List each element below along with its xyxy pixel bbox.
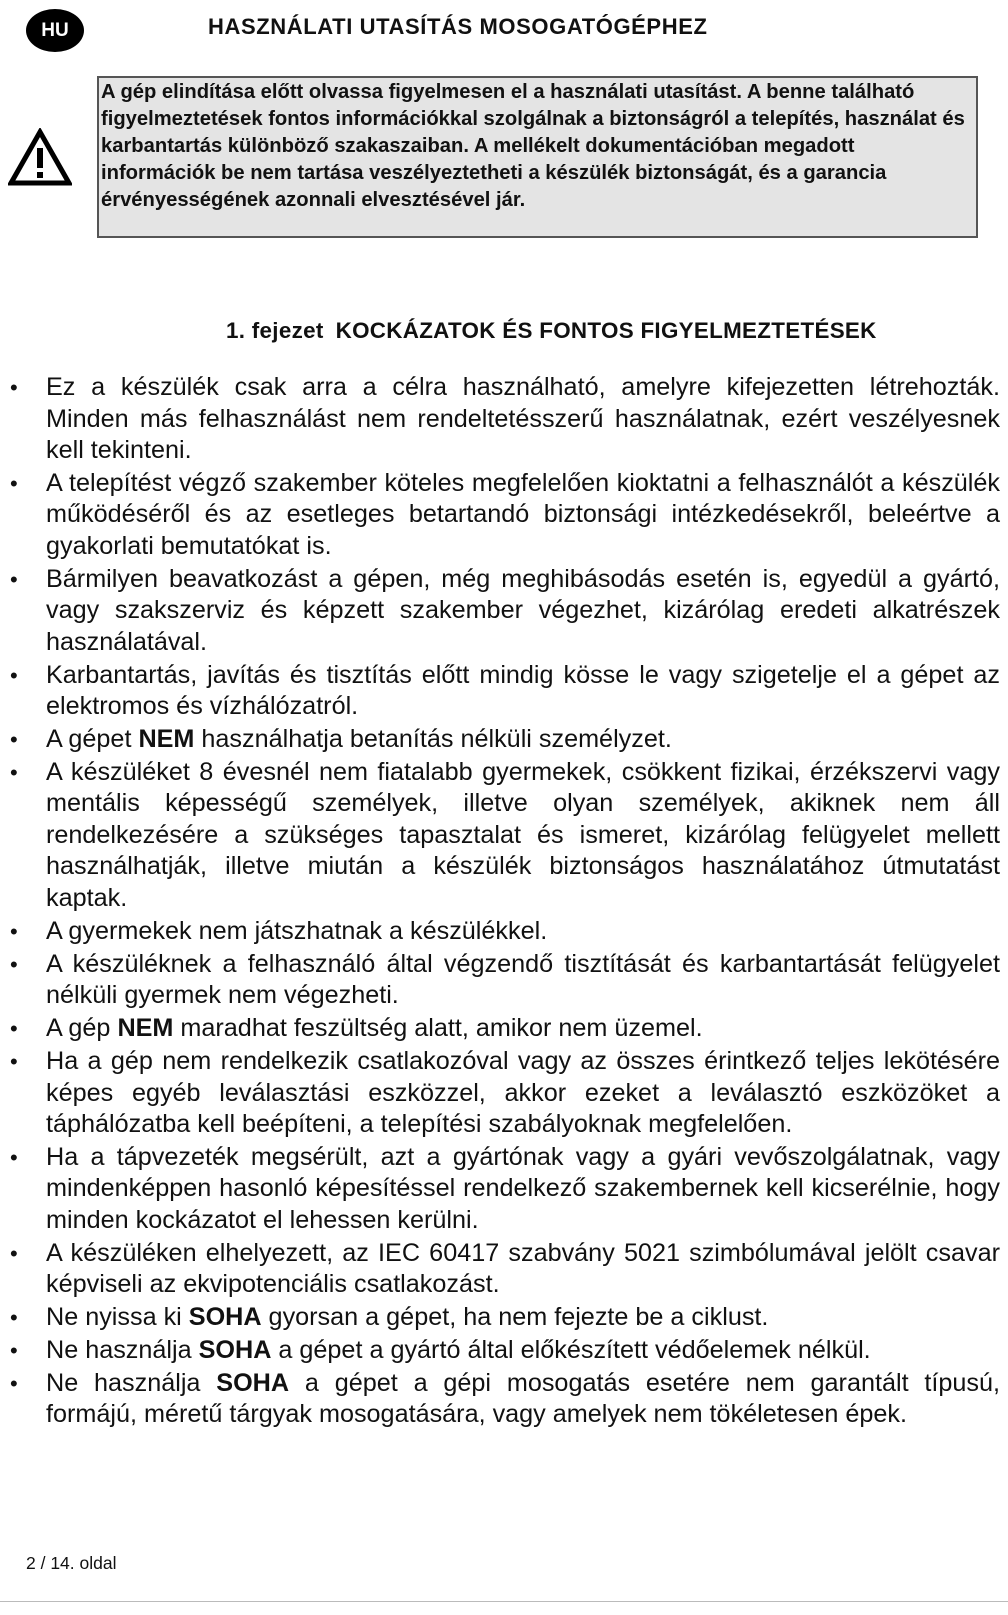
document-title: HASZNÁLATI UTASÍTÁS MOSOGATÓGÉPHEZ [208, 14, 708, 39]
list-item-text [46, 1142, 1000, 1237]
list-item [0, 564, 1000, 659]
emphasis-text: SOHA [198, 1336, 272, 1365]
list-item [0, 1046, 1000, 1141]
item-text-rest: a gépet a gyártó által előkészített védőelemek nélkül. [271, 1336, 871, 1365]
list-item [0, 916, 1000, 948]
list-item [0, 949, 1000, 1012]
bullet-icon: • [10, 375, 18, 400]
item-text: A telepítést végző szakember köteles megfelelően kioktatni a felhasználót a készülék működéséről és az esetleges betartandó biztonsági intézkedésekről, beleértve a gyakorlati bemutatókat is. [46, 468, 1000, 560]
bullet-icon: • [10, 1049, 18, 1075]
item-text: A gépet [46, 725, 139, 754]
list-item-text [46, 1368, 1000, 1431]
risk-list [0, 372, 1000, 1432]
list-item [0, 468, 1000, 563]
list-item [0, 724, 1000, 756]
list-item [0, 1238, 1000, 1301]
item-text: A készüléknek a felhasználó által végzendő tisztítását és karbantartását felügyelet nélküli gyermek nem végezheti. [46, 949, 1000, 1010]
item-text: A gyermekek nem játszhatnak a készülékkel. [46, 916, 548, 945]
item-text-rest: gyorsan a gépet, ha nem fejezte be a ciklust. [261, 1303, 769, 1332]
item-text: Ez a készülék csak arra a célra használható, amelyre kifejezetten létrehozták. Minden más felhasználást nem rendeltetésszerű használatnak, ezért veszélyesnek kell tekinteni. [46, 373, 1000, 464]
list-item-text [46, 372, 1000, 467]
item-text-rest: a gépet a gépi mosogatás esetére nem garantált típusú, formájú, méretű tárgyak mosogatására, vagy amelyek nem tökéletesen épek. [46, 1368, 1000, 1429]
chapter-number: 1. fejezet [226, 318, 324, 343]
list-item-text [46, 724, 1000, 756]
list-item-text [46, 1302, 1000, 1334]
bullet-icon: • [10, 759, 18, 785]
language-badge [26, 9, 84, 52]
list-item [0, 1013, 1000, 1045]
item-text: Ne nyissa ki [46, 1303, 189, 1332]
emphasis-text: NEM [117, 1014, 174, 1043]
emphasis-text: SOHA [216, 1368, 290, 1397]
item-text: A készüléken elhelyezett, az IEC 60417 szabvány 5021 szimbólumával jelölt csavar képviseli az ekvipotenciális csatlakozást. [46, 1238, 1000, 1299]
bullet-icon: • [10, 566, 18, 592]
list-item-text [46, 1013, 1000, 1045]
list-item-text [46, 468, 1000, 563]
bullet-icon: • [10, 1370, 18, 1396]
list-item-text [46, 660, 1000, 723]
list-item [0, 1368, 1000, 1431]
item-text: Ne használja [46, 1368, 217, 1397]
language-code: HU [41, 19, 69, 41]
chapter-title: KOCKÁZATOK ÉS FONTOS FIGYELMEZTETÉSEK [335, 318, 877, 343]
list-item-text [46, 949, 1000, 1012]
list-item-text [46, 1335, 1000, 1367]
bullet-icon: • [10, 1305, 18, 1331]
bullet-icon: • [10, 1338, 18, 1364]
page-number: 2 / 14. oldal [26, 1553, 117, 1573]
list-item [0, 372, 1000, 467]
list-item [0, 1142, 1000, 1237]
bullet-icon: • [10, 470, 18, 496]
bullet-icon: • [10, 918, 18, 944]
item-text-rest: maradhat feszültség alatt, amikor nem üzemel. [173, 1014, 703, 1043]
item-text: Ha a gép nem rendelkezik csatlakozóval vagy az összes érintkező teljes lekötésére képes egyéb leválasztási eszközzel, akkor ezeket a leválasztó eszközöket a táphálózatba kell beépíteni, a telepítési szabályoknak megfelelően. [46, 1047, 1000, 1139]
list-item [0, 1302, 1000, 1334]
bullet-icon: • [10, 1016, 18, 1042]
list-item [0, 1335, 1000, 1367]
list-item [0, 660, 1000, 723]
emphasis-text: NEM [138, 725, 195, 754]
list-item-text [46, 916, 1000, 948]
item-text: Bármilyen beavatkozást a gépen, még meghibásodás esetén is, egyedül a gyártó, vagy szakszerviz és képzett szakember végezhet, kizárólag eredeti alkatrészek használatával. [46, 564, 1000, 656]
chapter-heading [226, 318, 877, 344]
item-text: Ne használja [46, 1336, 199, 1365]
list-item-text [46, 564, 1000, 659]
bullet-icon: • [10, 1144, 18, 1170]
safety-warning-box: A gép elindítása előtt olvassa figyelmesen el a használati utasítást. A benne található figyelmeztetések fontos információkkal szolgálnak a biztonságról a telepítés, használat és karbantartás különböző szakaszaiban. A mellékelt dokumentációban megadott információk be nem tartása veszélyeztetheti a készülék biztonságát, és a garancia érvényességének azonnali elvesztésével jár. [97, 76, 978, 238]
bullet-icon: • [10, 1240, 18, 1266]
list-item-text [46, 1238, 1000, 1301]
item-text-rest: használhatja betanítás nélküli személyzet. [194, 725, 672, 754]
bullet-icon: • [10, 662, 18, 688]
list-item [0, 757, 1000, 915]
item-text: A gép [46, 1014, 118, 1043]
bullet-icon: • [10, 727, 18, 753]
item-text: Ha a tápvezeték megsérült, azt a gyártónak vagy a gyári vevőszolgálatnak, vagy mindenképpen hasonló képesítéssel rendelkező szakembernek kell kicserélnie, hogy minden kockázatot el lehessen kerülni. [46, 1142, 1000, 1234]
footer-divider [0, 1601, 1008, 1602]
bullet-icon: • [10, 951, 18, 977]
item-text: A készüléket 8 évesnél nem fiatalabb gyermekek, csökkent fizikai, érzékszervi vagy mentális képességű személyek, illetve olyan személyek, akiknek nem áll rendelkezésére a szükséges tapasztalat és ismeret, kizárólag felügyelet mellett használhatják, illetve miután a készülék biztonságos használatához útmutatást kaptak. [46, 757, 1000, 912]
warning-triangle-icon [8, 128, 72, 186]
list-item-text [46, 757, 1000, 915]
list-item-text [46, 1046, 1000, 1141]
item-text: Karbantartás, javítás és tisztítás előtt mindig kösse le vagy szigetelje el a gépet az elektromos és vízhálózatról. [46, 660, 1000, 721]
emphasis-text: SOHA [188, 1303, 262, 1332]
